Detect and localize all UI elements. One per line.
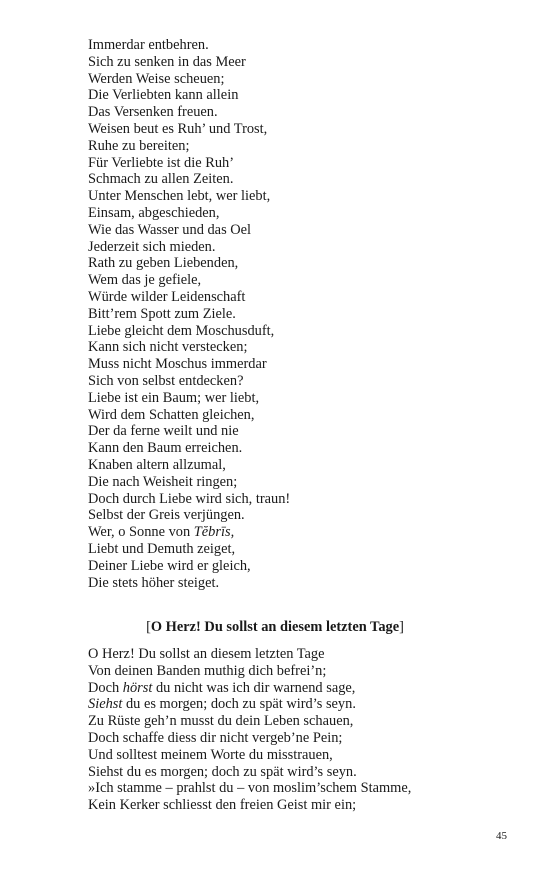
verse-line [88,780,411,797]
verse-line [88,37,290,54]
verse-line [88,104,290,121]
verse-text: Deiner Liebe wird er gleich, [88,557,251,574]
verse-text: Selbst der Greis verjüngen. [88,507,245,524]
verse-text: Das Versenken freuen. [88,104,218,121]
verse-line [88,71,290,88]
title-close-bracket: ] [399,619,404,635]
verse-line [88,575,290,592]
title-open-bracket: [ [146,619,151,635]
verse-text: Liebt und Demuth zeiget, [88,540,236,557]
verse-text: Immerdar entbehren. [88,37,209,53]
verse-text: Doch [88,679,123,696]
verse-line [88,121,290,138]
verse-line [88,373,290,390]
verse-text: Unter Menschen lebt, wer liebt, [88,188,271,205]
verse-text: Sich von selbst entdecken? [88,372,244,389]
verse-text: Der da ferne weilt und nie [88,423,239,440]
verse-line [88,155,290,172]
verse-line [88,541,290,558]
verse-line [88,255,290,272]
verse-line [88,239,290,256]
verse-text: »Ich stamme – prahlst du – von moslim’schem Stamme, [88,780,412,797]
verse-text: Weisen beut es Ruh’ und Trost, [88,120,268,137]
verse-text: Wird dem Schatten gleichen, [88,406,255,423]
verse-text: Liebe gleicht dem Moschusduft, [88,322,275,339]
verse-text: Ruhe zu bereiten; [88,137,190,154]
verse-line [88,407,290,424]
verse-text: Muss nicht Moschus immerdar [88,356,267,373]
verse-text: Wie das Wasser und das Oel [88,221,252,238]
verse-line [88,474,290,491]
verse-text: Doch durch Liebe wird sich, traun! [88,490,291,507]
verse-line [88,356,290,373]
verse-line [88,272,290,289]
verse-line [88,507,290,524]
verse-line [88,440,290,457]
verse-line [88,205,290,222]
verse-text: du es morgen; doch zu spät wird’s seyn. [122,696,356,713]
verse-line [88,696,411,713]
verse-text: Die stets höher steiget. [88,574,220,591]
verse-emphasis: Tĕbrīs, [193,524,235,541]
verse-line [88,87,290,104]
verse-line [88,663,411,680]
verse-text: Kann den Baum erreichen. [88,440,243,457]
verse-text: Werden Weise scheuen; [88,70,225,87]
verse-line [88,491,290,508]
verse-text: Die nach Weisheit ringen; [88,473,238,490]
verse-line [88,306,290,323]
verse-line [88,138,290,155]
verse-text: Schmach zu allen Zeiten. [88,171,234,188]
verse-line [88,423,290,440]
verse-line [88,323,290,340]
verse-emphasis: Siehst [88,696,123,713]
verse-line [88,289,290,306]
verse-text: Einsam, abgeschieden, [88,204,220,221]
verse-line [88,457,290,474]
verse-text: O Herz! Du sollst an diesem letzten Tage [88,646,325,662]
verse-line [88,558,290,575]
verse-line [88,730,411,747]
verse-text: Die Verliebten kann allein [88,87,239,104]
verse-text: Jederzeit sich mieden. [88,238,216,255]
verse-line [88,222,290,239]
verse-text: Für Verliebte ist die Ruh’ [88,154,235,171]
verse-line [88,797,411,814]
verse-text: Rath zu geben Liebenden, [88,255,239,272]
verse-text: Zu Rüste geh’n musst du dein Leben schauen, [88,713,354,730]
verse-text: Kein Kerker schliesst den freien Geist mir ein; [88,797,357,814]
poem-new [88,646,411,814]
poem-title [0,619,550,636]
page-number: 45 [496,830,507,842]
verse-text: Knaben altern allzumal, [88,456,226,473]
verse-text: Von deinen Banden muthig dich befrei’n; [88,662,327,679]
title-text: O Herz! Du sollst an diesem letzten Tage [150,619,400,635]
verse-emphasis: hörst [122,679,153,696]
verse-text: Doch schaffe diess dir nicht vergeb’ne Pein; [88,729,343,746]
verse-line [88,524,290,541]
verse-line [88,646,411,663]
verse-text: du nicht was ich dir warnend sage, [152,679,356,696]
verse-text: Sich zu senken in das Meer [88,53,246,70]
verse-text: Kann sich nicht verstecken; [88,339,248,356]
verse-line [88,713,411,730]
verse-text: Und solltest meinem Worte du misstrauen, [88,746,333,763]
verse-line [88,764,411,781]
verse-line [88,171,290,188]
verse-text: Liebe ist ein Baum; wer liebt, [88,389,260,406]
verse-line [88,339,290,356]
poem-continued [88,37,290,591]
verse-line [88,188,290,205]
verse-text: Würde wilder Leidenschaft [88,288,246,305]
verse-text: Wer, o Sonne von [88,524,194,541]
verse-line [88,390,290,407]
verse-line [88,680,411,697]
verse-text: Bitt’rem Spott zum Ziele. [88,305,236,322]
verse-text: Siehst du es morgen; doch zu spät wird’s seyn. [88,763,357,780]
verse-text: Wem das je gefiele, [88,272,202,289]
verse-line [88,54,290,71]
verse-line [88,747,411,764]
